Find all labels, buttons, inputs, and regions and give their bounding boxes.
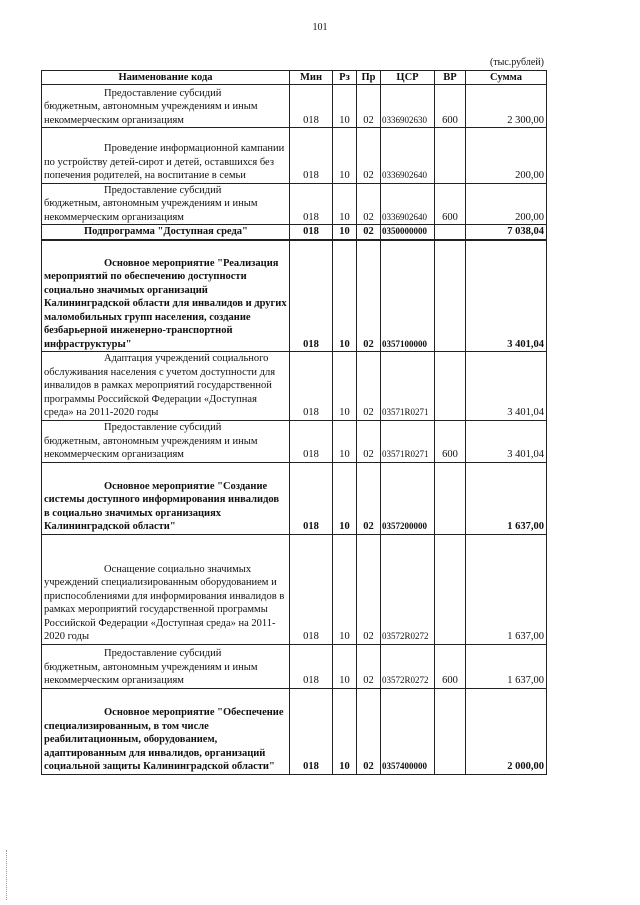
row-csr: 0357200000 [381,462,435,534]
row-pr: 02 [357,225,381,240]
row-vr [435,688,466,774]
table-row [42,225,547,240]
row-name-first-line: Предоставление субсидий [104,648,222,659]
table-row [42,352,547,421]
row-pr: 02 [357,420,381,462]
budget-table [41,70,547,775]
header-row [42,71,547,85]
row-pr: 02 [357,128,381,184]
row-min: 018 [290,240,333,352]
row-name-rest: учреждений специализированным оборудованием и приспособлениями для информирования инвалидов в рамках мероприятий государственной программы Российской Федерации «Доступная среда» на 2011-2020 годы [44,577,285,642]
row-name-rest: бюджетным, автономным учреждениям и иным некоммерческим организациям [44,435,258,460]
row-csr: 03572R0272 [381,644,435,688]
row-pr: 02 [357,534,381,644]
row-name-first-line: Адаптация учреждений социального [104,353,269,364]
row-sum: 1 637,00 [466,644,547,688]
row-name-first-line: Подпрограмма "Доступная среда" [84,226,248,237]
table-row [42,85,547,128]
row-name [42,183,290,225]
row-pr: 02 [357,688,381,774]
row-name-first-line: Предоставление субсидий [104,87,222,99]
row-name [42,644,290,688]
row-name-rest: обслуживания населения с учетом доступности для инвалидов в рамках мероприятий государственной программы Российской Федерации «Доступная среда» на 2011-2020 годы [44,366,276,418]
row-rz: 10 [333,644,357,688]
row-rz: 10 [333,688,357,774]
row-name [42,688,290,774]
row-sum: 2 300,00 [466,85,547,128]
row-vr [435,462,466,534]
row-vr [435,352,466,421]
row-min: 018 [290,644,333,688]
table-row [42,462,547,534]
row-sum: 1 637,00 [466,534,547,644]
row-csr: 03571R0271 [381,352,435,421]
row-vr [435,534,466,644]
row-min: 018 [290,352,333,421]
row-rz: 10 [333,240,357,352]
row-name-rest: бюджетным, автономным учреждениям и иным некоммерческим организациям [44,101,258,126]
row-name [42,85,290,128]
row-rz: 10 [333,420,357,462]
row-sum: 200,00 [466,128,547,184]
row-name-first-line: Основное мероприятие "Создание [104,480,268,492]
row-pr: 02 [357,462,381,534]
header-vr: ВР [435,71,466,85]
row-sum: 2 000,00 [466,688,547,774]
header-sum: Сумма [466,71,547,85]
row-min: 018 [290,225,333,240]
table-row [42,688,547,774]
row-rz: 10 [333,128,357,184]
row-sum: 1 637,00 [466,462,547,534]
row-name-first-line: Проведение информационной кампании [104,143,285,154]
table-row [42,240,547,352]
row-vr: 600 [435,183,466,225]
row-vr: 600 [435,420,466,462]
header-min: Мин [290,71,333,85]
row-min: 018 [290,534,333,644]
row-csr: 0350000000 [381,225,435,240]
row-csr: 0336902640 [381,183,435,225]
row-name-first-line: Предоставление субсидий [104,184,222,196]
row-name-first-line: Основное мероприятие "Реализация [104,257,279,269]
row-sum: 3 401,04 [466,352,547,421]
row-name-rest: системы доступного информирования инвалидов в социально значимых организациях Калининградской области" [44,494,280,532]
row-name-first-line: Оснащение социально значимых [104,563,252,575]
row-min: 018 [290,688,333,774]
row-pr: 02 [357,352,381,421]
row-csr: 0357400000 [381,688,435,774]
row-vr [435,225,466,240]
row-csr: 03571R0271 [381,420,435,462]
row-name [42,534,290,644]
row-min: 018 [290,420,333,462]
row-name-rest: специализированным, в том числе реабилитационным, оборудованием, адаптированным для инвалидов, организаций социальной защиты Калининградской области" [44,720,275,772]
row-csr: 0336902630 [381,85,435,128]
row-pr: 02 [357,183,381,225]
row-csr: 0357100000 [381,240,435,352]
table-row [42,420,547,462]
row-pr: 02 [357,240,381,352]
row-rz: 10 [333,352,357,421]
header-csr: ЦСР [381,71,435,85]
row-sum: 200,00 [466,183,547,225]
row-name-rest: мероприятий по обеспечению доступности социально значимых организаций Калининградской области для инвалидов и других маломобильных групп населения, создание безбарьерной инженерно-транспортной инфраструктуры" [44,271,287,350]
header-rz: Рз [333,71,357,85]
page-number: 101 [312,22,328,33]
units-label: (тыс.рублей) [489,57,544,68]
row-name [42,128,290,184]
row-name [42,462,290,534]
row-vr: 600 [435,644,466,688]
row-min: 018 [290,183,333,225]
row-name-first-line: Основное мероприятие "Обеспечение [104,707,284,718]
row-rz: 10 [333,534,357,644]
row-vr [435,240,466,352]
row-pr: 02 [357,644,381,688]
scan-edge-marks [6,850,9,900]
row-vr: 600 [435,85,466,128]
row-name-rest: бюджетным, автономным учреждениям и иным некоммерческим организациям [44,198,258,223]
row-sum: 7 038,04 [466,225,547,240]
row-min: 018 [290,462,333,534]
row-min: 018 [290,85,333,128]
row-rz: 10 [333,183,357,225]
row-sum: 3 401,04 [466,420,547,462]
row-rz: 10 [333,462,357,534]
row-name-rest: бюджетным, автономным учреждениям и иным некоммерческим организациям [44,661,258,686]
row-rz: 10 [333,225,357,240]
row-sum: 3 401,04 [466,240,547,352]
header-pr: Пр [357,71,381,85]
row-name [42,420,290,462]
row-min: 018 [290,128,333,184]
row-name [42,240,290,352]
table-row [42,534,547,644]
table-row [42,183,547,225]
row-name [42,352,290,421]
table-row [42,128,547,184]
row-vr [435,128,466,184]
row-name-rest: по устройству детей-сирот и детей, оставшихся без попечения родителей, на воспитание в семьи [44,156,274,181]
row-name-first-line: Предоставление субсидий [104,422,222,433]
row-rz: 10 [333,85,357,128]
header-name: Наименование кода [42,71,290,85]
table-row [42,644,547,688]
row-csr: 03572R0272 [381,534,435,644]
row-pr: 02 [357,85,381,128]
row-csr: 0336902640 [381,128,435,184]
row-name [42,225,290,240]
